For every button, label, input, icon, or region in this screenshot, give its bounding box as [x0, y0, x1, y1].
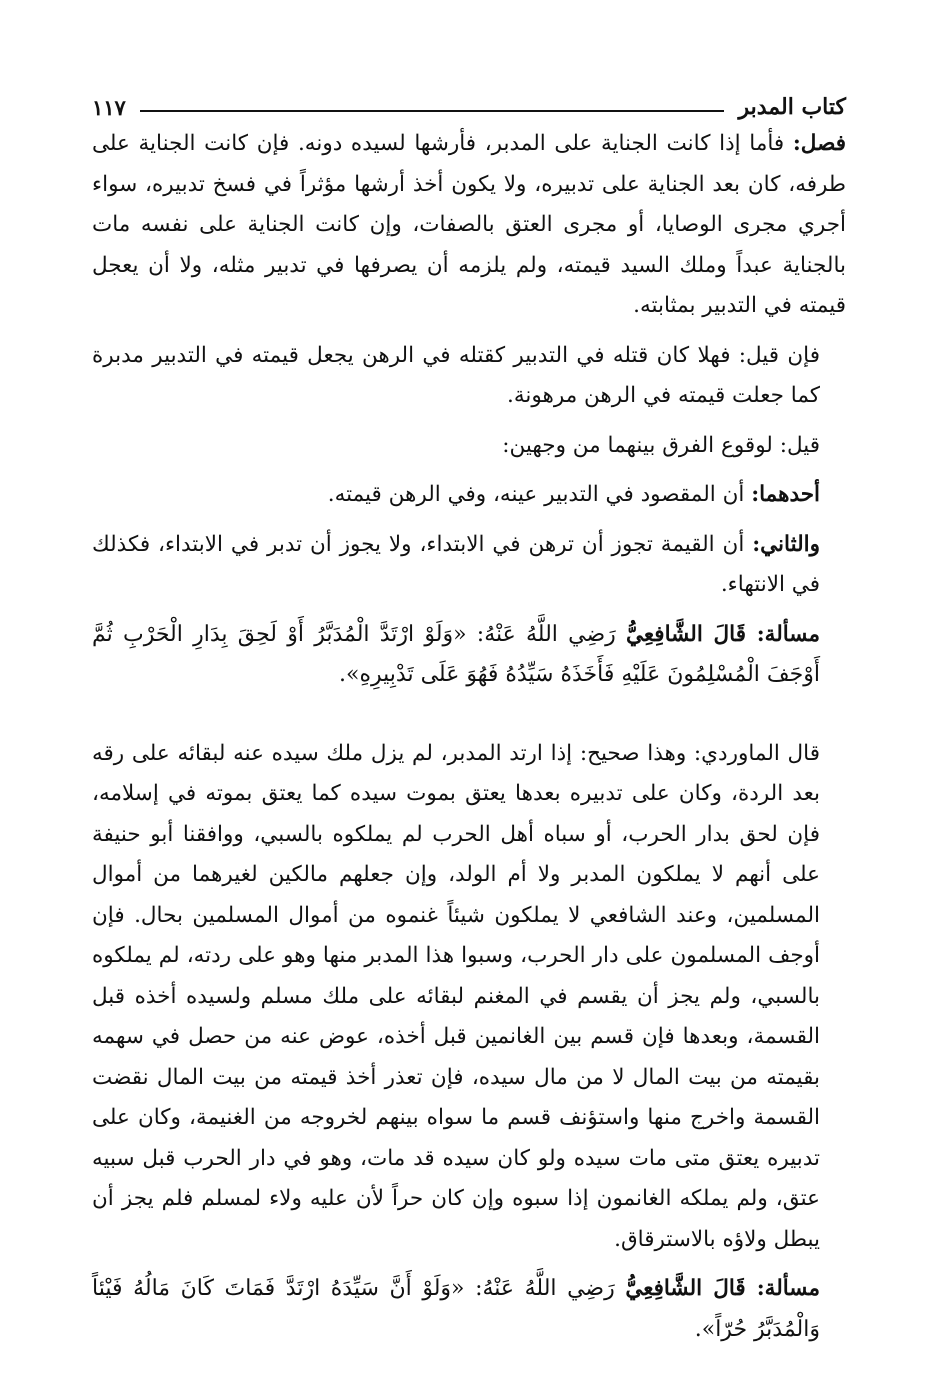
section-lead: فصل: — [792, 131, 846, 156]
paragraph-mawardi — [92, 734, 846, 1261]
page-number: ١١٧ — [92, 95, 126, 120]
paragraph-masala-1 — [92, 615, 846, 696]
paragraph-text: أن القيمة تجوز أن ترهن في الابتداء، ولا يجوز أن تدبر في الابتداء، فكذلك في الانتهاء. — [92, 531, 820, 597]
paragraph-text: فأما إذا كانت الجناية على المدبر، فأرشها لسيده دونه. فإن كانت الجناية على طرفه، كان بعد الجناية على تدبيره، ولا يكون أخذ أرشها مؤثراً في فسخ تدبيره، سواء أجري مجرى الوصايا، أو مجرى العتق بالصفات، وإن كانت الجناية على نفسه مات بالجناية عبداً وملك السيد قيمته، ولم يلزمه أن يصرفها في تدبير مثله، ولا أن يعجل قيمته في التدبير بمثابته. — [92, 131, 846, 318]
paragraph-question — [92, 336, 846, 417]
paragraph-text: فإن قيل: فهلا كان قتله في التدبير كقتله في الرهن يجعل قيمته في التدبير مدبرة كما جعلت قيمته في الرهن مرهونة. — [92, 342, 820, 408]
paragraph-text: قيل: لوقوع الفرق بينهما من وجهين: — [502, 432, 820, 458]
masala-lead: مسألة: — [756, 621, 820, 647]
paragraph-first-reason — [92, 475, 846, 516]
imam-name: قَالَ الشَّافِعِيُّ — [626, 621, 757, 647]
paragraph-second-reason — [92, 525, 846, 606]
section-lead: والثاني: — [752, 531, 820, 557]
paragraph-masala-2 — [92, 1269, 846, 1350]
masala-quote: رَضِي اللَّهُ عَنْهُ: «وَلَوْ أَنَّ سَيِّدَهُ ارْتَدَّ فَمَاتَ كَانَ مَالُهُ فَيْئاً وَالْمُدَبَّرُ حُرّاً». — [92, 1276, 820, 1342]
masala-lead: مسألة: — [756, 1276, 820, 1301]
masala-quote: رَضِي اللَّهُ عَنْهُ: «وَلَوْ ارْتَدَّ الْمُدَبَّرُ أَوْ لَحِقَ بِدَارِ الْحَرْبِ ثُمَّ أَوْجَفَ الْمُسْلِمُونَ عَلَيْهِ فَأَخَذَهُ سَيِّدُهُ فَهُوَ عَلَى تَدْبِيرِهِ». — [92, 621, 820, 687]
paragraph-answer — [92, 426, 846, 467]
paragraph-text: قال الماوردي: وهذا صحيح: إذا ارتد المدبر، لم يزل ملك سيده عنه لبقائه على رقه بعد الردة، وكان على تدبيره بعدها يعتق بموت سيده كما يعتق بموته في إسلامه، فإن لحق بدار الحرب، أو سباه أهل الحرب لم يملكوه بالسبي، ووافقنا أبو حنيفة على أنهم لا يملكون المدبر ولا أم الولد، وإن جعلهم مالكين لغيرهما من أموال المسلمين، وعند الشافعي لا يملكون شيئاً غنموه من أموال المسلمين بحال. فإن أوجف المسلمون على دار الحرب، وسبوا هذا المدبر منها وهو على ردته، لم يملكوه بالسبي، ولم يجز أن يقسم في المغنم لبقائه على ملك مسلم ولسيده أخذه قبل القسمة، وبعدها فإن قسم بين الغانمين قبل أخذه، عوض عنه من حصل في سهمه بقيمته من بيت المال لا من مال سيده، فإن تعذر أخذ قيمته من بيت المال نقضت القسمة واخرج منها واستؤنف قسم ما سواه بينهم لخروجه من الغنيمة، وكان على تدبيره يعتق متى مات سيده ولو كان سيده قد مات، وهو في دار الحرب قبل سبيه عتق، ولم يملكه الغانمون إذا سبوه وإن كان حراً لأن عليه ولاء لمسلم فلم يجز أن يبطل ولاؤه بالاسترقاق. — [92, 740, 820, 1252]
imam-name: قَالَ الشَّافِعِيُّ — [625, 1276, 757, 1301]
paragraph-text: أن المقصود في التدبير عينه، وفي الرهن قيمته. — [327, 482, 752, 507]
page-body — [92, 124, 846, 1359]
header-rule — [140, 110, 725, 112]
paragraph-fasl — [92, 124, 846, 327]
book-title: كتاب المدبر — [738, 94, 846, 120]
section-lead: أحدهما: — [751, 482, 820, 507]
page-header — [92, 86, 846, 120]
